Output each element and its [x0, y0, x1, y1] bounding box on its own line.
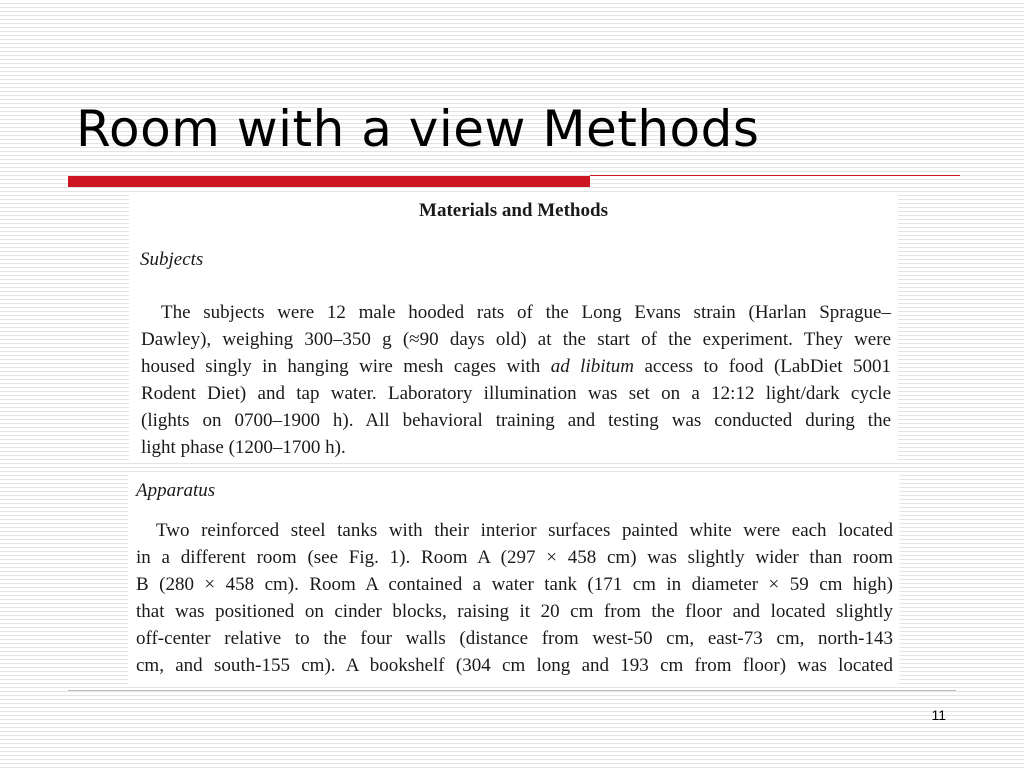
line-text-suffix: access to food (LabDiet 5001: [644, 356, 891, 377]
paragraph-line: that was positioned on cinder blocks, raising it 20 cm from the floor and located slightly: [136, 601, 893, 622]
title-underline-thin: [590, 175, 960, 176]
subjects-paragraph: [141, 299, 891, 461]
paragraph-line: (lights on 0700–1900 h). All behavioral training and testing was conducted during the: [141, 410, 891, 431]
paragraph-line: Dawley), weighing 300–350 g (≈90 days old) at the start of the experiment. They were: [141, 329, 891, 350]
paragraph-line: [141, 353, 891, 380]
paragraph-line: Rodent Diet) and tap water. Laboratory illumination was set on a 12:12 light/dark cycle: [141, 383, 891, 404]
paragraph-line: off-center relative to the four walls (distance from west-50 cm, east-73 cm, north-143: [136, 628, 893, 649]
document-excerpt-subjects: [129, 192, 898, 462]
footer-rule: [68, 690, 956, 691]
document-excerpt-apparatus: [128, 472, 899, 684]
slide-title: Room with a view Methods: [76, 100, 760, 158]
paragraph-line: light phase (1200–1700 h).: [141, 437, 346, 458]
paragraph-line: Two reinforced steel tanks with their interior surfaces painted white were each located: [156, 520, 893, 541]
subjects-heading: Subjects: [140, 249, 204, 270]
title-underline-thick: [68, 176, 590, 187]
paragraph-line: cm, and south-155 cm). A bookshelf (304 cm long and 193 cm from floor) was located: [136, 655, 893, 676]
ad-libitum-italic: ad libitum: [550, 356, 635, 377]
paragraph-line: in a different room (see Fig. 1). Room A (297 × 458 cm) was slightly wider than room: [136, 547, 893, 568]
page-number: 11: [931, 707, 946, 723]
line-text-prefix: housed singly in hanging wire mesh cages with: [141, 356, 541, 377]
paragraph-line: B (280 × 458 cm). Room A contained a water tank (171 cm in diameter × 59 cm high): [136, 574, 893, 595]
apparatus-paragraph: [136, 517, 893, 679]
apparatus-heading: Apparatus: [136, 480, 216, 501]
paragraph-line: The subjects were 12 male hooded rats of the Long Evans strain (Harlan Sprague–: [161, 302, 891, 323]
materials-methods-heading: Materials and Methods: [419, 200, 608, 221]
